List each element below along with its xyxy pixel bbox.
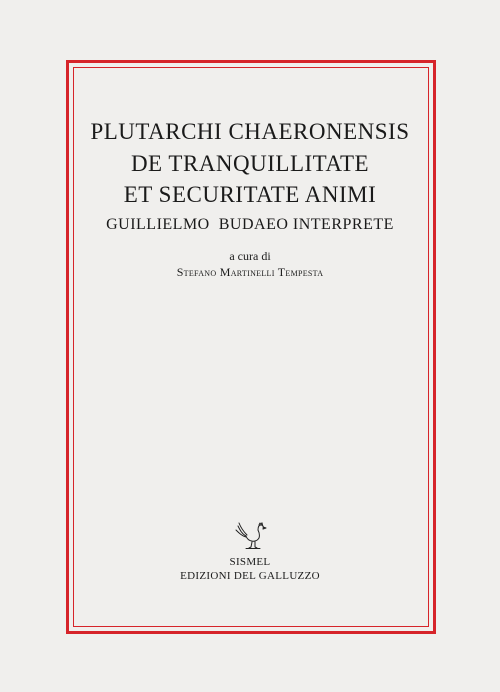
- subtitle: GUILLIELMO BUDAEO INTERPRETE: [106, 216, 394, 233]
- title-line-3: ET SECURITATE ANIMI: [123, 182, 377, 207]
- rooster-icon: [234, 520, 268, 550]
- title-line-1: PLUTARCHI CHAERONENSIS: [90, 119, 410, 144]
- title-line-2: DE TRANQUILLITATE: [130, 151, 370, 176]
- editor-name: Stefano Martinelli Tempesta: [176, 265, 324, 279]
- publisher-name: SISMEL: [229, 556, 271, 568]
- editor-prefix: a cura di: [229, 249, 271, 263]
- publisher-subtitle: EDIZIONI DEL GALLUZZO: [180, 570, 320, 582]
